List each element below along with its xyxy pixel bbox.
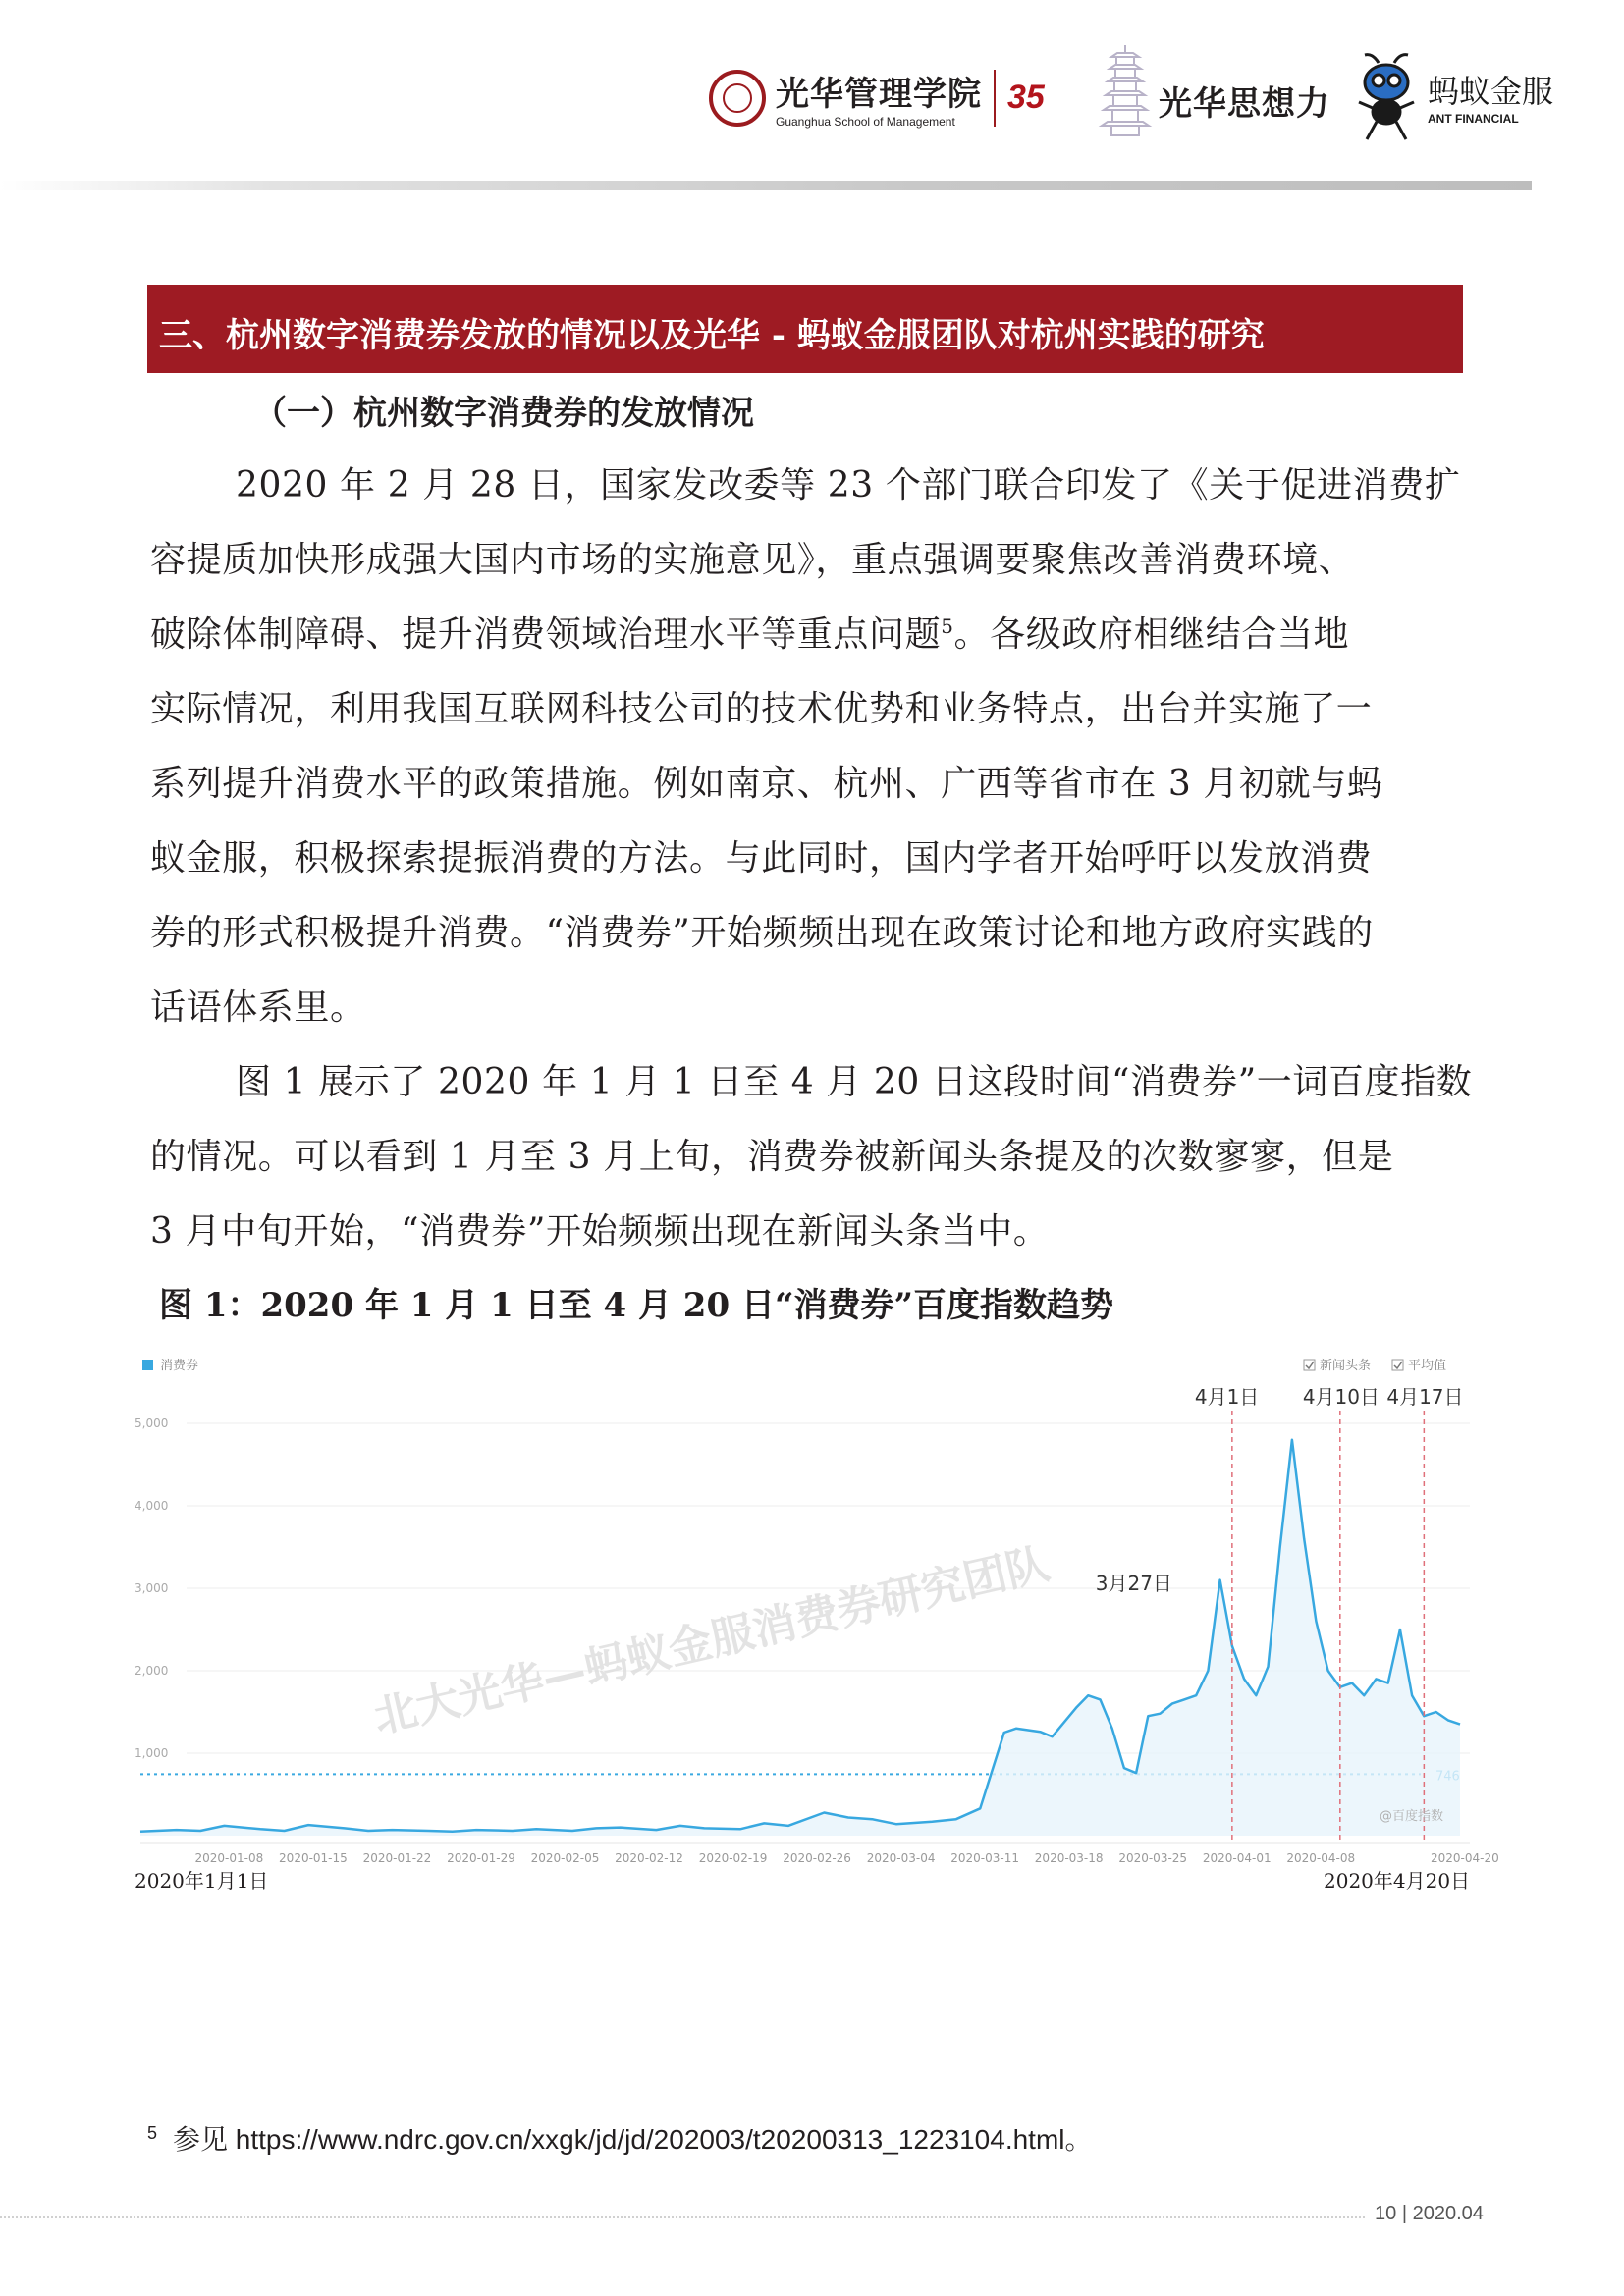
annotation-label: 4月10日: [1302, 1385, 1380, 1409]
thinktank-logo: [1100, 43, 1330, 137]
x-tick-label: 2020-03-04: [866, 1851, 936, 1865]
y-axis-ticks: [135, 1416, 168, 1760]
x-tick-label: 2020-04-08: [1286, 1851, 1356, 1865]
x-tick-label: 2020-03-25: [1118, 1851, 1188, 1865]
footnote-text: 参见 https://www.ndrc.gov.cn/xxgk/jd/jd/202003/t20200313_1223104.html。: [173, 2124, 1093, 2155]
baidu-index-chart: [133, 1350, 1499, 1899]
logo-divider: [994, 70, 996, 127]
y-tick-label: 1,000: [135, 1746, 169, 1760]
x-tick-label: 2020-01-15: [279, 1851, 348, 1865]
guanghua-logo: [709, 67, 1045, 129]
x-tick-label: 2020-03-11: [950, 1851, 1020, 1865]
annotation-label: 4月17日: [1386, 1385, 1464, 1409]
x-tick-label: 2020-01-08: [194, 1851, 264, 1865]
legend-label: 消费券: [160, 1359, 199, 1373]
paragraph-line: 容提质加快形成强大国内市场的实施意见》，重点强调要聚焦改善消费环境、: [150, 540, 1355, 580]
end-date-label: 2020年4月20日: [1324, 1869, 1471, 1893]
chart-watermark: 北大光华—蚂蚁金服消费券研究团队: [369, 1538, 1055, 1743]
x-tick-label: 2020-03-18: [1034, 1851, 1104, 1865]
pagoda-icon: [1100, 43, 1151, 137]
x-tick-label: 2020-02-19: [698, 1851, 768, 1865]
footnote: [147, 2118, 1093, 2158]
ant-financial-logo: [1355, 49, 1553, 143]
guanghua-name-cn: 光华管理学院: [776, 75, 982, 114]
paragraph-line: 券的形式积极提升消费。“消费券”开始频频出现在政策讨论和地方政府实践的: [150, 913, 1374, 953]
paragraph-line: 的情况。可以看到 1 月至 3 月上旬，消费券被新闻头条提及的次数寥寥，但是: [150, 1137, 1394, 1177]
check-icon: [1394, 1362, 1402, 1368]
legend-group: [142, 1358, 1446, 1373]
check-icon: [1306, 1362, 1314, 1368]
page-header: [0, 0, 1624, 196]
footer-page-info: [1375, 2203, 1484, 2225]
paragraph-line: 破除体制障碍、提升消费领域治理水平等重点问题$^5$。各级政府相继结合当地: [150, 614, 1350, 655]
x-tick-label: 2020-04-01: [1202, 1851, 1272, 1865]
section-title: 三、杭州数字消费券发放的情况以及光华 - 蚂蚁金服团队对杭州实践的研究: [159, 316, 1265, 355]
legend-swatch: [142, 1360, 153, 1370]
figure-caption: 图 1：2020 年 1 月 1 日至 4 月 20 日“消费券”百度指数趋势: [159, 1286, 1114, 1325]
ant-name-en: ANT FINANCIAL: [1428, 112, 1519, 126]
header-rule: [0, 181, 1532, 190]
annotation-label: 3月27日: [1095, 1572, 1172, 1595]
annotation-label: 4月1日: [1194, 1385, 1260, 1409]
paragraph-line: 话语体系里。: [150, 988, 366, 1028]
pku-seal-icon: [709, 70, 766, 127]
paragraph-line: 蚁金服，积极探索提振消费的方法。与此同时，国内学者开始呼吁以发放消费: [150, 838, 1373, 879]
y-tick-label: 3,000: [135, 1581, 169, 1595]
ant-name-cn: 蚂蚁金服: [1428, 74, 1554, 109]
footer-date: 2020.04: [1412, 2203, 1484, 2224]
paragraph-line: 实际情况，利用我国互联网科技公司的技术优势和业务特点，出台并实施了一: [150, 689, 1373, 729]
ant-mascot-icon: [1355, 49, 1424, 143]
paragraph-line: 系列提升消费水平的政策措施。例如南京、杭州、广西等省市在 3 月初就与蚂: [150, 764, 1383, 804]
x-axis-ticks: [195, 1851, 1499, 1865]
x-tick-label: 2020-04-20: [1431, 1851, 1499, 1865]
x-tick-label: 2020-02-05: [530, 1851, 600, 1865]
legend-label: 新闻头条: [1320, 1359, 1372, 1373]
footer-rule: [0, 2216, 1365, 2218]
sub-heading: （一）杭州数字消费券的发放情况: [253, 394, 754, 433]
y-tick-label: 2,000: [135, 1664, 169, 1678]
x-tick-label: 2020-01-22: [362, 1851, 432, 1865]
anniversary-mark: 35: [1007, 79, 1045, 116]
footnote-number: 5: [147, 2122, 158, 2143]
x-tick-label: 2020-02-12: [615, 1851, 683, 1865]
paragraph-line: 2020 年 2 月 28 日，国家发改委等 23 个部门联合印发了《关于促进消费扩: [236, 465, 1461, 506]
start-date-label: 2020年1月1日: [135, 1869, 269, 1893]
y-tick-label: 5,000: [135, 1416, 169, 1430]
paragraph-line: 3 月中旬开始，“消费券”开始频频出现在新闻头条当中。: [150, 1211, 1050, 1252]
footer-separator: |: [1401, 2203, 1408, 2224]
guanghua-name-en: Guanghua School of Management: [776, 115, 955, 129]
chart-svg: [133, 1350, 1499, 1899]
page-number: 10: [1375, 2203, 1397, 2224]
y-tick-label: 4,000: [135, 1499, 169, 1513]
source-mark: @百度指数: [1380, 1809, 1444, 1824]
thinktank-name: 光华思想力: [1159, 83, 1330, 124]
paragraph-line: 图 1 展示了 2020 年 1 月 1 日至 4 月 20 日这段时间“消费券”一词百度指数: [236, 1062, 1473, 1102]
legend-label: 平均值: [1408, 1359, 1447, 1373]
x-tick-label: 2020-01-29: [447, 1851, 515, 1865]
footnote-ref: 5: [941, 614, 954, 638]
x-tick-label: 2020-02-26: [783, 1851, 851, 1865]
